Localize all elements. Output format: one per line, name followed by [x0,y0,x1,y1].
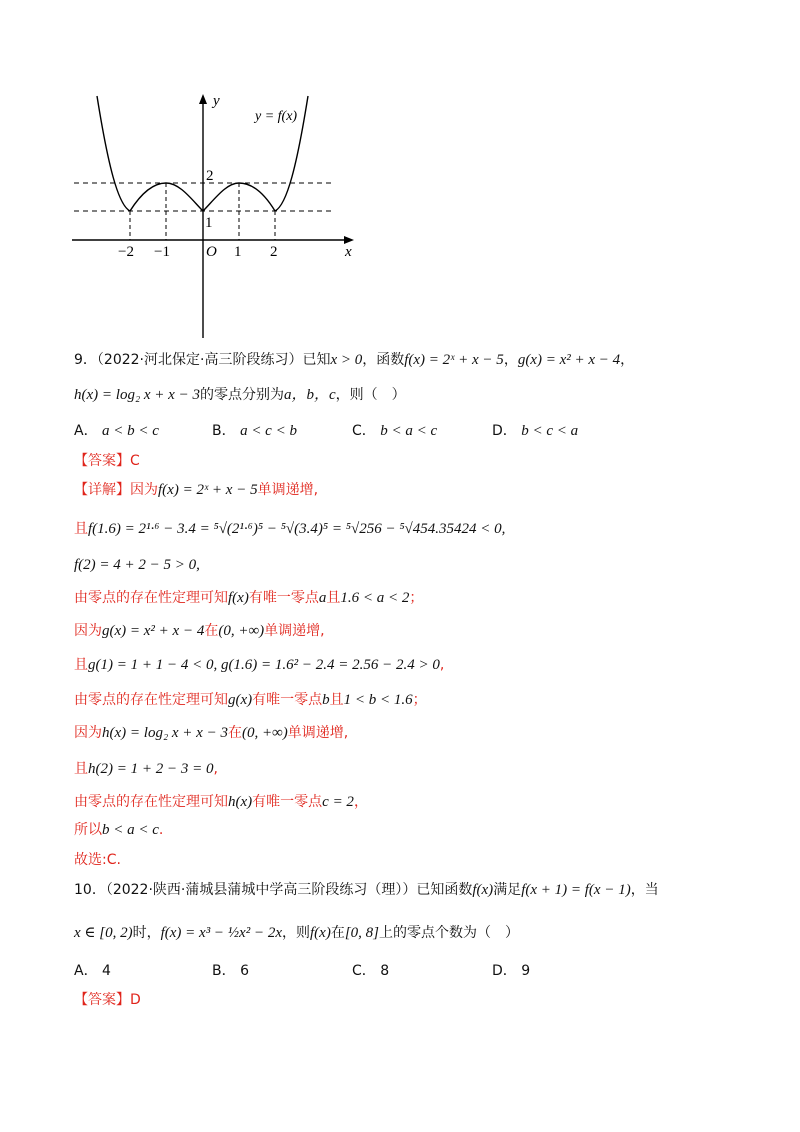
q9-sep: ， [503,352,518,368]
option-text: a < b < c [102,423,159,439]
q10-text: ，则 [282,925,310,941]
detail-math: f(1.6) = 2¹·⁶ − 3.4 = ⁵√(2¹·⁶)⁵ − ⁵√(3.4)⁵ = ⁵√256 − ⁵√454.35424 < 0, [88,521,506,537]
q9-detail-line9 [74,759,218,779]
detail-text: 因为 [74,725,102,741]
detail-text: 且 [329,692,344,708]
function-graph [0,0,800,345]
detail-text: 且 [74,761,88,777]
q9-tail2: ，则（ ） [335,387,406,403]
origin-label: O [206,244,217,260]
option-label: A． [74,423,98,439]
detail-text: 有唯一零点 [252,794,323,810]
q9-end: ， [620,352,635,368]
detail-math: b [322,692,330,708]
option-label: C． [352,423,376,439]
option-label: C． [352,963,376,979]
q10-interval: [0, 8] [344,925,380,941]
option-text: b < a < c [380,423,438,439]
detail-text: 因为 [74,623,102,639]
y-axis-arrow [199,94,207,104]
y-axis-label: y [213,93,220,109]
detail-text: 故选:C. [74,852,121,868]
q9-detail-line11 [74,820,163,840]
q10-def: f(x) = x³ − ½x² − 2x [160,925,282,941]
option-text: 6 [240,963,249,979]
detail-math: g(x) = x² + x − 4 [102,623,205,639]
y-tick-2: 2 [206,168,214,184]
detail-math: (0, +∞) [241,725,288,741]
detail-text: 由零点的存在性定理可知 [74,590,228,606]
detail-text: ， [353,794,368,810]
q10-stem-line1 [74,880,659,900]
q9-detail-line8 [74,723,348,743]
option-text: 8 [380,963,390,979]
q10-fx: f(x) [472,882,494,898]
q10-text: 在 [330,925,345,941]
detail-text: 因为 [130,482,158,498]
detail-math: h(x) = log₂ x + x − 3 [102,725,228,741]
q9-h-def: h(x) = log₂ x + x − 3 [74,387,200,403]
q9-vars: a，b，c [283,387,336,403]
q9-g-def: g(x) = x² + x − 4 [517,352,621,368]
detail-text: 有唯一零点 [248,590,319,606]
detail-text: 由零点的存在性定理可知 [74,692,228,708]
option-label: B． [212,423,236,439]
q10-option-b[interactable] [212,960,249,980]
option-text: 4 [102,963,111,979]
detail-math: f(x) = 2ˣ + x − 5 [158,482,258,498]
detail-math: 1.6 < a < 2 [340,590,410,606]
q10-range: x ∈ [0, 2) [74,925,133,941]
q10-fx2: f(x) [310,925,331,941]
detail-text: 单调递增, [257,482,319,498]
q9-answer [74,451,140,471]
detail-math: h(x) [228,794,253,810]
detail-math: 1 < b < 1.6 [343,692,413,708]
q9-stem-line2 [74,385,406,405]
x-tick-1: 1 [234,244,242,260]
q10-text: 上的零点个数为（ ） [379,925,520,941]
q9-source: （2022·河北保定·高三阶段练习）已知 [96,352,331,368]
detail-math: c = 2 [322,794,354,810]
detail-text: ； [409,590,424,606]
q9-stem-line1 [74,350,634,370]
q10-option-c[interactable] [352,960,389,980]
detail-text: 单调递增, [264,623,325,639]
detail-math: f(x) [228,590,249,606]
detail-math: h(2) = 1 + 2 − 3 = 0 [88,761,214,777]
detail-text: , [213,761,218,777]
q9-option-d[interactable] [492,420,578,440]
option-label: A． [74,963,98,979]
q9-detail-line10 [74,792,368,812]
x-tick-m1: −1 [154,244,170,260]
answer-label: 【答案】 [74,453,130,469]
detail-math: (0, +∞) [218,623,265,639]
detail-text: 所以 [74,822,102,838]
detail-text: ； [412,692,427,708]
q9-cond: x > 0 [330,352,363,368]
q9-number: 9． [74,352,97,368]
q9-tail: 的零点分别为 [199,387,284,403]
q9-text: ，函数 [362,352,405,368]
answer-value: C [130,453,140,469]
q10-text: 时， [132,925,161,941]
q9-detail-line3 [74,555,200,575]
detail-label: 【详解】 [74,482,130,498]
q10-text: ，当 [630,882,659,898]
detail-math: g(1) = 1 + 1 − 4 < 0, g(1.6) = 1.6² − 2.4 = 2.56 − 2.4 > 0 [88,657,440,673]
q9-detail-line1 [74,480,318,500]
q10-text: 满足 [493,882,522,898]
detail-text: 单调递增, [287,725,349,741]
detail-math: g(x) [228,692,253,708]
detail-text: 在 [204,623,219,639]
q10-cond: f(x + 1) = f(x − 1) [521,882,631,898]
q10-source: （2022·陕西·蒲城县蒲城中学高三阶段练习（理））已知函数 [105,882,473,898]
detail-text: . [158,822,164,838]
q9-option-a[interactable] [74,420,159,440]
detail-text: , [439,657,445,673]
x-tick-2: 2 [270,244,278,260]
y-tick-1: 1 [205,215,213,231]
x-axis-label: x [345,244,352,260]
q9-f-def: f(x) = 2ˣ + x − 5 [404,352,504,368]
detail-text: 在 [227,725,242,741]
q10-option-a[interactable] [74,960,111,980]
option-text: b < c < a [521,423,579,439]
curve-label: y = f(x) [255,109,298,124]
q9-option-b[interactable] [212,420,297,440]
q10-option-d[interactable] [492,960,530,980]
q10-number: 10． [74,882,106,898]
q9-detail-line4 [74,588,423,608]
option-label: D． [492,423,517,439]
detail-text: 且 [74,521,88,537]
detail-text: 由零点的存在性定理可知 [74,794,228,810]
x-axis-arrow [344,236,354,244]
x-tick-m2: −2 [118,244,134,260]
option-label: D． [492,963,517,979]
option-label: B． [212,963,236,979]
detail-math: a [318,590,327,606]
detail-math: f(2) = 4 + 2 − 5 > 0, [74,557,200,573]
q10-answer [74,990,141,1010]
q9-detail-line7 [74,690,427,710]
q9-option-c[interactable] [352,420,437,440]
q9-detail-line12 [74,850,121,870]
answer-value: D [130,992,141,1008]
detail-text: 有唯一零点 [252,692,323,708]
q9-detail-line6 [74,655,444,675]
q10-stem-line2 [74,923,519,943]
detail-text: 且 [74,657,88,673]
detail-text: 且 [326,590,341,606]
option-text: a < c < b [240,423,297,439]
detail-math: b < a < c [102,822,159,838]
q9-detail-line5 [74,621,325,641]
q9-detail-line2 [74,519,505,539]
answer-label: 【答案】 [74,992,130,1008]
option-text: 9 [521,963,531,979]
